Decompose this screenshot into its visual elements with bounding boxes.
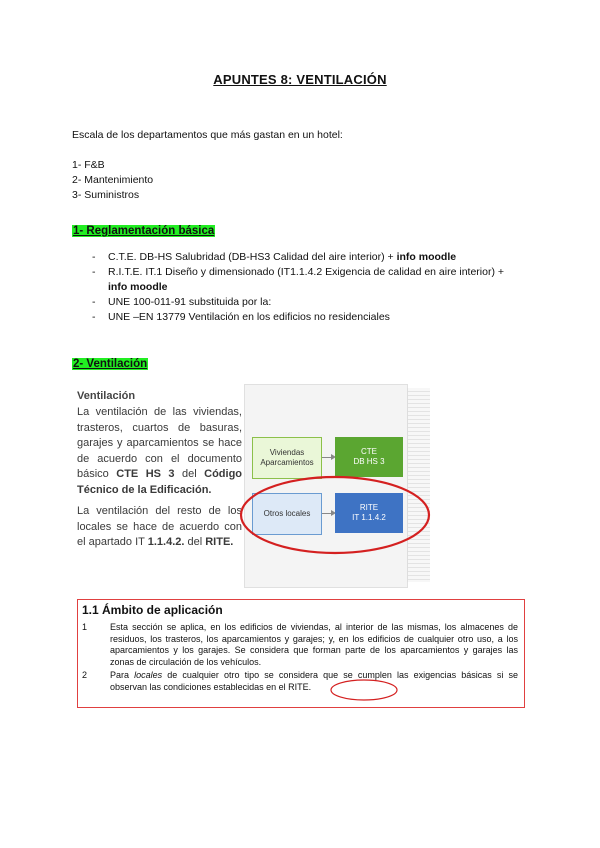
box-cte: CTE DB HS 3 [335, 437, 403, 477]
regulation-list [92, 250, 512, 325]
figure-paragraph-2: La ventilación del resto de los locales se hace de acuerdo con el apartado IT 1.1.4.2. del RITE. [77, 505, 242, 548]
intro-text: Escala de los departamentos que más gastan en un hotel: [72, 129, 343, 141]
highlight-ellipse [238, 474, 432, 556]
ambito-heading: 1.1 Ámbito de aplicación [82, 603, 223, 617]
list-item: - R.I.T.E. IT.1 Diseño y dimensionado (IT1.1.4.2 Exigencia de calidad en aire interior) + info moodle [92, 265, 512, 295]
box-viviendas: Viviendas Aparcamientos [252, 437, 322, 479]
ranking-item: 3- Suministros [72, 189, 140, 201]
figure-paragraph-1: La ventilación de las viviendas, trasteros, cuartos de basuras, garajes y aparcamientos se hace de acuerdo con el documento básico CTE HS 3 del Código Técnico de la Edificación. [77, 406, 243, 496]
section2-heading: 2- Ventilación [73, 358, 148, 370]
figure-text-column [74, 384, 242, 557]
page-title: APUNTES 8: VENTILACIÓN [213, 72, 387, 87]
ranking-list [72, 158, 153, 203]
ventilation-figure [72, 384, 432, 586]
section1-heading: 1- Reglamentación básica [73, 225, 215, 237]
box-rite: RITE IT 1.1.4.2 [335, 493, 403, 533]
ranking-item: 1- F&B [72, 159, 105, 171]
box-otros-locales: Otros locales [252, 493, 322, 535]
rite-highlight-ellipse [328, 677, 400, 703]
list-item: - UNE 100-011-91 substituida por la: [92, 295, 512, 310]
ranking-item: 2- Mantenimiento [72, 174, 154, 186]
arrow-icon [322, 457, 332, 458]
list-item: - UNE –EN 13779 Ventilación en los edificios no residenciales [92, 310, 512, 325]
figure-heading: Ventilación [77, 390, 136, 402]
ambito-box: 1.1 Ámbito de aplicación 1 Esta sección se aplica, en los edificios de viviendas, al interior de las mismas, los almacenes de residuos, los trasteros, los aparcamientos y garajes; y, en los edificios de cualquier otro uso, a los aparcamientos y los garajes. Se considera que forman parte de los aparcamientos y garajes las zonas de circulación de los vehículos. 2 Para locales de cualquier otro tipo se considera que se cumplen las exigencias básicas si se observan las condiciones establecidas en el RITE. [77, 599, 525, 708]
list-item: - C.T.E. DB-HS Salubridad (DB-HS3 Calidad del aire interior) + info moodle [92, 250, 512, 265]
